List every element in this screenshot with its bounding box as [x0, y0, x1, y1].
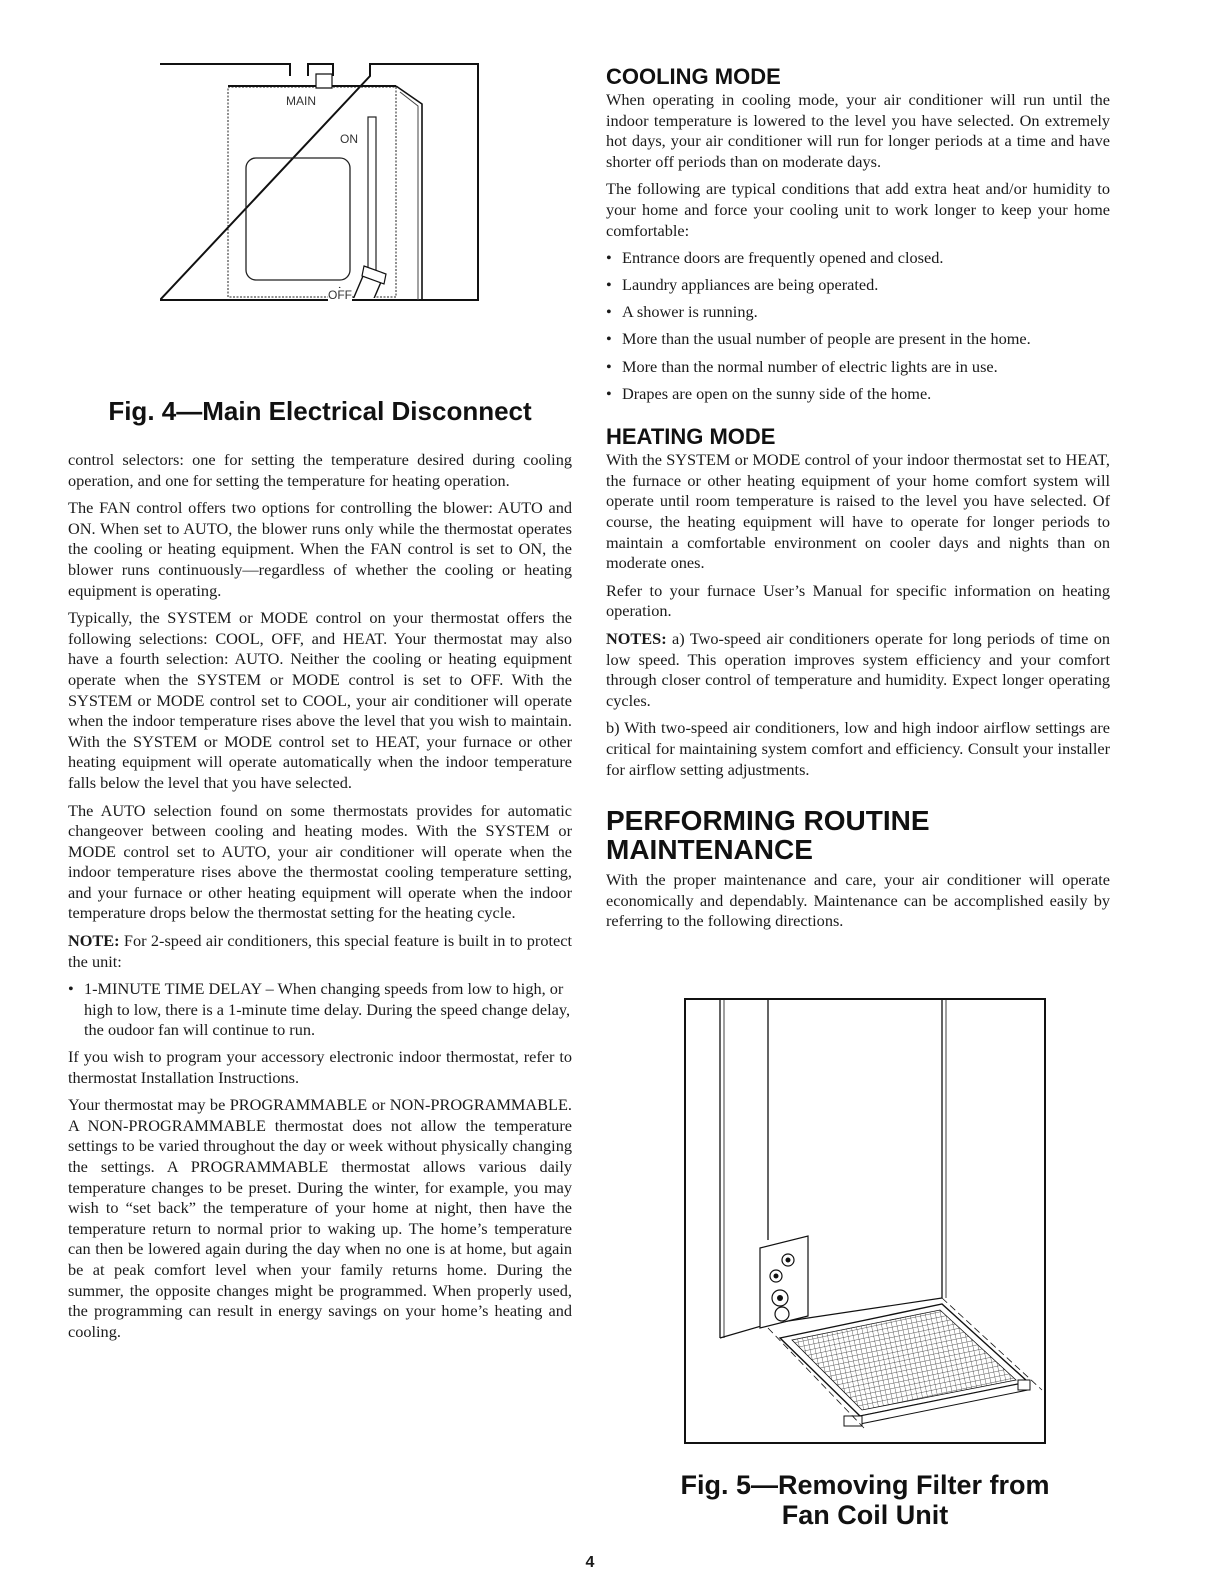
list-item: [606, 384, 1110, 405]
notes-label: NOTES:: [606, 628, 667, 648]
bullet-icon: •: [68, 979, 74, 999]
bullet-icon: •: [606, 329, 612, 349]
paragraph-system-mode: Typically, the SYSTEM or MODE control on your thermostat offers the following selections: COOL, OFF, and HEAT. Your thermostat may also have a fourth selection: AUTO. Neither the cooling or heating equipment operate when the SYSTEM or MODE control is set to OFF. With the SYSTEM or MODE control set to COOL, your air conditioner will operate when the indoor temperature rises above the level that you wish to maintain. With the SYSTEM or MODE control set to HEAT, your furnace or other heating equipment will operate automatically when the indoor temperature falls below the level that you have selected.: [68, 608, 572, 792]
right-column: [606, 64, 1110, 939]
heading-maintenance-line1: PERFORMING ROUTINE: [606, 805, 930, 837]
heading-heating-mode: HEATING MODE: [606, 424, 776, 450]
paragraph-fan-control: The FAN control offers two options for controlling the blower: AUTO and ON. When set to AUTO, the blower runs only while the thermostat operates the cooling or heating equipment. When the FAN control is set to ON, the blower runs continuously—regardless of whether the cooling or heating equipment is operating.: [68, 498, 572, 600]
paragraph-control-selectors: control selectors: one for setting the temperature desired during cooling operation, and one for setting the temperature for heating operation.: [68, 450, 572, 490]
cooling-conditions-list: [606, 248, 1110, 404]
list-item-text: More than the usual number of people are present in the home.: [622, 329, 1031, 349]
bullet-icon: •: [606, 248, 612, 268]
label-off: OFF: [328, 288, 352, 302]
bullet-icon: •: [606, 383, 612, 403]
figure-4-caption: Fig. 4—Main Electrical Disconnect: [108, 396, 532, 426]
list-item: [606, 302, 1110, 323]
note-label: NOTE:: [68, 931, 120, 951]
list-item-text: A shower is running.: [622, 302, 758, 322]
list-item: [606, 329, 1110, 350]
paragraph-cooling-intro: When operating in cooling mode, your air conditioner will run until the indoor temperature is lowered to the level you have selected. On extremely hot days, your air conditioner will run for longer periods at a time and have shorter off periods than on moderate days.: [606, 90, 1110, 171]
figure-5-caption-line2: Fan Coil Unit: [781, 1500, 949, 1530]
left-column: [68, 450, 572, 1349]
heading-cooling-mode: COOLING MODE: [606, 64, 781, 89]
heading-maintenance: [606, 806, 1110, 864]
paragraph-furnace-manual: Refer to your furnace User’s Manual for specific information on heating operation.: [606, 580, 1110, 621]
heading-maintenance-line2: MAINTENANCE: [606, 834, 813, 866]
list-item-text: Laundry appliances are being operated.: [622, 275, 879, 295]
label-on: ON: [340, 132, 358, 146]
label-main: MAIN: [286, 94, 316, 108]
paragraph-auto-selection: The AUTO selection found on some thermostats provides for automatic changeover between cooling and heating modes. With the SYSTEM or MODE control set to AUTO, your air conditioner will operate when the indoor temperature rises above the thermostat cooling temperature setting, and your furnace or other heating equipment will operate when the indoor temperature drops below the thermostat setting for the heating cycle.: [68, 800, 572, 923]
bullet-icon: •: [606, 275, 612, 295]
paragraph-maintenance-intro: With the proper maintenance and care, your air conditioner will operate economically and dependably. Maintenance can be accomplished easily by referring to the following directions.: [606, 870, 1110, 931]
bullet-icon: •: [606, 356, 612, 376]
paragraph-cooling-conditions: The following are typical conditions that add extra heat and/or humidity to your home and force your cooling unit to work longer to keep your home comfortable:: [606, 179, 1110, 240]
list-item-text: Entrance doors are frequently opened and closed.: [622, 248, 944, 268]
list-item-text: 1-MINUTE TIME DELAY – When changing speeds from low to high, or high to low, there is a 1-minute time delay. During the speed change delay, the oudoor fan will continue to run.: [84, 979, 571, 1040]
figure-5-caption-line1: Fig. 5—Removing Filter from: [680, 1470, 1050, 1500]
note-text: For 2-speed air conditioners, this special feature is built in to protect the unit:: [68, 931, 572, 971]
paragraph-programmable: Your thermostat may be PROGRAMMABLE or NON-PROGRAMMABLE. A NON-PROGRAMMABLE thermostat does not allow the temperature settings to be varied throughout the day or week without physically changing the settings. A PROGRAMMABLE thermostat allows various daily temperature changes to be preset. During the winter, for example, you may wish to “set back” the temperature of your home at night, then have the temperature return to normal prior to waking up. The home’s temperature can then be lowered again during the day when no one is at home, but again be at peak comfort level when your family returns home. During the summer, the opposite changes might be programmed. When properly used, the programming can result in energy savings on your home’s heating and cooling.: [68, 1095, 572, 1341]
figure-5-caption: [640, 1470, 1090, 1530]
paragraph-notes-b: b) With two-speed air conditioners, low and high indoor airflow settings are critical for maintaining system comfort and efficiency. Consult your installer for airflow setting adjustments.: [606, 718, 1110, 779]
paragraph-notes-a: [606, 629, 1110, 711]
figure-5: [684, 998, 1046, 1444]
list-item: [606, 275, 1110, 296]
notes-a-text: a) Two-speed air conditioners operate for long periods of time on low speed. This operation improves system efficiency and your comfort through closer control of temperature and humidity. Expect longer operating cycles.: [606, 628, 1110, 710]
list-item-text: More than the normal number of electric lights are in use.: [622, 356, 998, 376]
list-item: [606, 357, 1110, 378]
paragraph-heating-intro: With the SYSTEM or MODE control of your indoor thermostat set to HEAT, the furnace or other heating equipment of your home comfort system will operate until room temperature is raised to the level you have selected. Of course, the heating equipment will have to operate for longer periods to maintain a comfortable environment on cooler days and nights than on moderate ones.: [606, 450, 1110, 573]
list-item-time-delay: [68, 979, 572, 1041]
filter-removal-illustration: [684, 998, 1046, 1444]
list-item-text: Drapes are open on the sunny side of the home.: [622, 383, 932, 403]
figure-4: [160, 62, 480, 302]
paragraph-program-thermostat: If you wish to program your accessory electronic indoor thermostat, refer to thermostat Installation Instructions.: [68, 1047, 572, 1087]
page-number: 4: [585, 1554, 595, 1571]
list-item: [606, 248, 1110, 269]
disconnect-switch-illustration: [160, 62, 480, 302]
paragraph-note: [68, 931, 572, 972]
bullet-icon: •: [606, 302, 612, 322]
